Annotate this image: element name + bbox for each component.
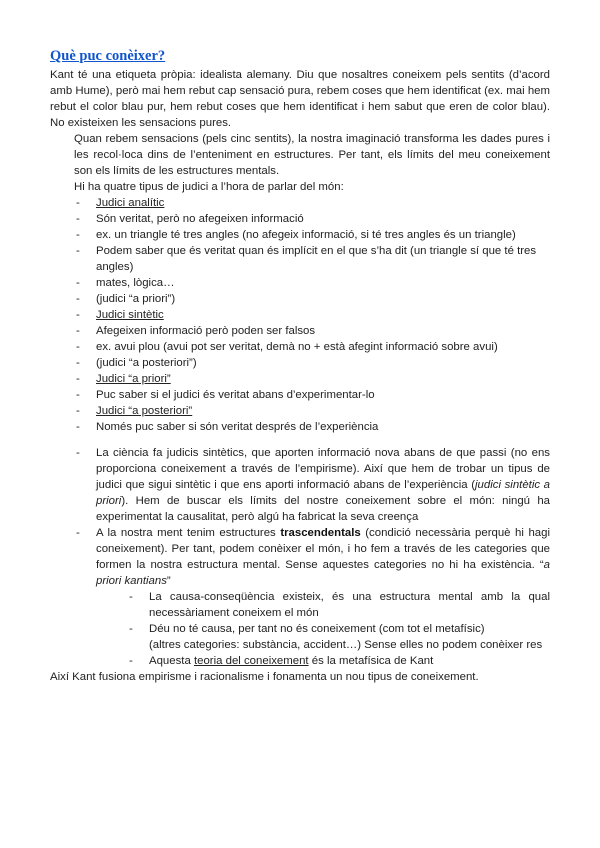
synthetic-heading: Judici sintètic bbox=[96, 309, 164, 321]
list-item: - Només puc saber si són veritat després de l’experiència bbox=[74, 419, 550, 435]
sublist-item: - La causa-conseqüència existeix, és una estructura mental amb la qual necessàriament coneixem el món bbox=[127, 589, 550, 621]
list-item: - Puc saber si el judici és veritat abans d’experimentar-lo bbox=[74, 387, 550, 403]
page-title: Què puc conèixer? bbox=[50, 48, 166, 64]
sublist-item: - Déu no té causa, per tant no és coneixement (com tot el metafísic) (altres categories: substància, accident…) Sense elles no podem conèixer res bbox=[127, 621, 550, 653]
theory-of-knowledge-term: teoria del coneixement bbox=[193, 655, 309, 667]
synthetic-a-priori-term: judici sintètic a priori bbox=[96, 479, 550, 507]
spacer bbox=[50, 435, 550, 445]
structures-sublist bbox=[96, 589, 550, 669]
transcendental-term: trascendentals bbox=[280, 527, 361, 539]
sublist-item: - Aquesta teoria del coneixement és la metafísica de Kant bbox=[127, 653, 550, 669]
list-item: - Podem saber que és veritat quan és implícit en el que s’ha dit (un triangle sí que té tres angles) bbox=[74, 243, 550, 275]
judgments-intro: Hi ha quatre tipus de judici a l’hora de parlar del món: bbox=[74, 181, 344, 193]
intro-paragraph: Kant té una etiqueta pròpia: idealista alemany. Diu que nosaltres coneixem pels sentits (d’acord amb Hume), però mai hem rebut cap sensació pura, rebem coses que hem identificat (ex. mai hem rebut el color blau pur, hem rebut coses que hem identificat i hem sabut que eren de color blau). No existeixen les sensacions pures. bbox=[50, 69, 550, 129]
a-posteriori-heading: Judici “a posteriori” bbox=[96, 405, 193, 417]
indented-block bbox=[50, 131, 550, 195]
conclusion-paragraph: Així Kant fusiona empirisme i racionalisme i fonamenta un nou tipus de coneixement. bbox=[50, 671, 479, 683]
list-item bbox=[74, 403, 550, 419]
list-item: - mates, lògica… bbox=[74, 275, 550, 291]
list-item bbox=[74, 307, 550, 323]
analytic-heading: Judici analític bbox=[96, 197, 165, 209]
science-item: - La ciència fa judicis sintètics, que aporten informació nova abans de que passi (no ens proporciona coneixement a través de l’empirisme). Així que hem de trobar un tipus de judici que sigui sintètic i que ens aporti informació abans de l’experiència (judici sintètic a priori). Hem de buscar els límits del nostre coneixement sobre el món: ningú ha experimentat la causalitat, però algú ha fabricat la seva creença bbox=[74, 445, 550, 525]
list-item: - (judici “a priori”) bbox=[74, 291, 550, 307]
a-priori-heading: Judici “a priori” bbox=[96, 373, 171, 385]
judgments-list bbox=[50, 195, 550, 435]
structures-item: - A la nostra ment tenim estructures trascendentals (condició necessària perquè hi hagi coneixement). Per tant, podem conèixer el món, i ho fem a través de les categories que formen la nostra estructura mental. Sense aquestes categories no hi ha existència. “a priori kantians” - La causa-conseqüència existeix, és una estructura mental amb la qual necessàriament coneixem el món - Déu no té causa, per tant no és coneixement (com tot el metafísic) (altres categories: substància, accident…) Sense elles no podem conèixer res - Aquesta teoria del coneixement és la metafísica de Kant bbox=[74, 525, 550, 669]
sensations-paragraph: Quan rebem sensacions (pels cinc sentits), la nostra imaginació transforma les dades pures i les recol·loca dins de l’enteniment en estructures. Per tant, els límits del meu coneixement son els límits de les estructures mentals. bbox=[74, 133, 550, 177]
a-priori-kantians-term: a priori kantians bbox=[96, 559, 550, 587]
list-item: - Són veritat, però no afegeixen informació bbox=[74, 211, 550, 227]
list-item: - Afegeixen informació però poden ser falsos bbox=[74, 323, 550, 339]
list-item bbox=[74, 195, 550, 211]
list-item: - (judici “a posteriori”) bbox=[74, 355, 550, 371]
kant-list bbox=[50, 445, 550, 669]
list-item bbox=[74, 371, 550, 387]
list-item: - ex. un triangle té tres angles (no afegeix informació, si té tres angles és un triangle) bbox=[74, 227, 550, 243]
list-item: - ex. avui plou (avui pot ser veritat, demà no + està afegint informació sobre avui) bbox=[74, 339, 550, 355]
